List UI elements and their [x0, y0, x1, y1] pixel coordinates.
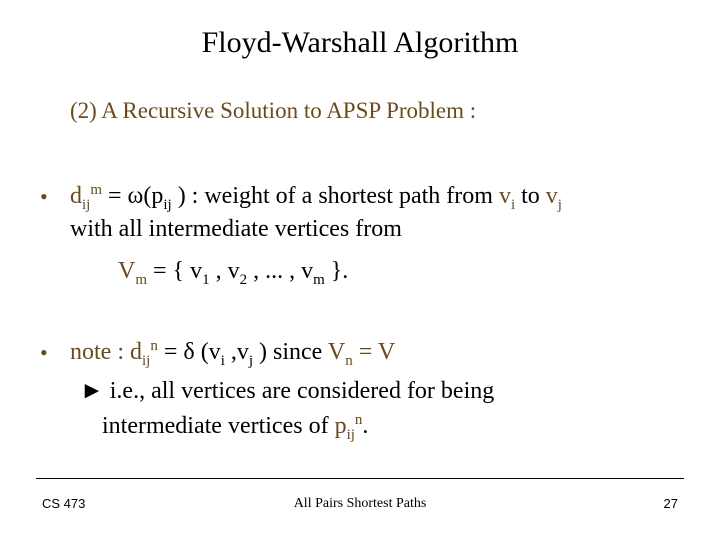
since-text: ) since [253, 339, 328, 365]
subscript: i [510, 197, 516, 213]
bullet-1-line-1 [70, 182, 562, 214]
subscript: j [557, 197, 562, 213]
bullet-1-line-3 [118, 258, 348, 289]
superscript: n [354, 412, 363, 428]
note-text: note : d [70, 339, 142, 365]
slide-subtitle: (2) A Recursive Solution to APSP Problem : [70, 98, 477, 123]
subscript: ij [163, 197, 172, 213]
subscript: m [313, 272, 325, 288]
subscript: m [135, 272, 148, 288]
bullet-2-line-2: ► i.e., all vertices are considered for being [80, 378, 495, 404]
d-symbol: d [70, 183, 82, 209]
subscript: i [220, 353, 225, 369]
footer-course: CS 473 [42, 496, 86, 511]
set-text: , v [209, 258, 240, 284]
definition-text: ) : weight of a shortest path from [171, 183, 499, 209]
set-text: = { v [147, 258, 203, 284]
vertex-set-symbol: V [118, 258, 136, 284]
footer-page-number: 27 [663, 496, 678, 511]
equation-text: = ω(p [102, 183, 164, 209]
subscript: ij [346, 427, 355, 443]
slide-title: Floyd-Warshall Algorithm [201, 26, 519, 59]
intermediate-text: intermediate vertices of [102, 413, 335, 439]
to-text: to [515, 183, 546, 209]
bullet-2-marker: • [40, 340, 48, 365]
bullet-2-line-1 [70, 338, 395, 370]
subscript: n [345, 353, 353, 369]
subscript: j [248, 353, 254, 369]
set-text: }. [324, 258, 349, 284]
vertex-symbol: v [498, 183, 511, 209]
vertex-set-symbol: V [327, 339, 346, 365]
bullet-1-line-2: with all intermediate vertices from [70, 216, 402, 242]
equation-text: ,v [224, 339, 249, 365]
footer-topic: All Pairs Shortest Paths [293, 496, 427, 511]
superscript: n [150, 338, 158, 354]
subscript: 2 [239, 272, 248, 288]
footer-divider [36, 478, 684, 479]
period-text: . [362, 413, 369, 439]
superscript: m [90, 182, 103, 198]
subscript: ij [142, 353, 151, 369]
equation-text: = δ (v [157, 339, 221, 365]
set-text: , ... , v [247, 258, 314, 284]
subscript: 1 [202, 272, 210, 288]
bullet-2-line-3 [102, 412, 368, 444]
equals-v-text: = V [352, 339, 396, 365]
vertex-symbol: v [545, 183, 558, 209]
subscript: ij [82, 197, 91, 213]
path-symbol: p [334, 413, 347, 439]
bullet-1-marker: • [40, 184, 48, 209]
